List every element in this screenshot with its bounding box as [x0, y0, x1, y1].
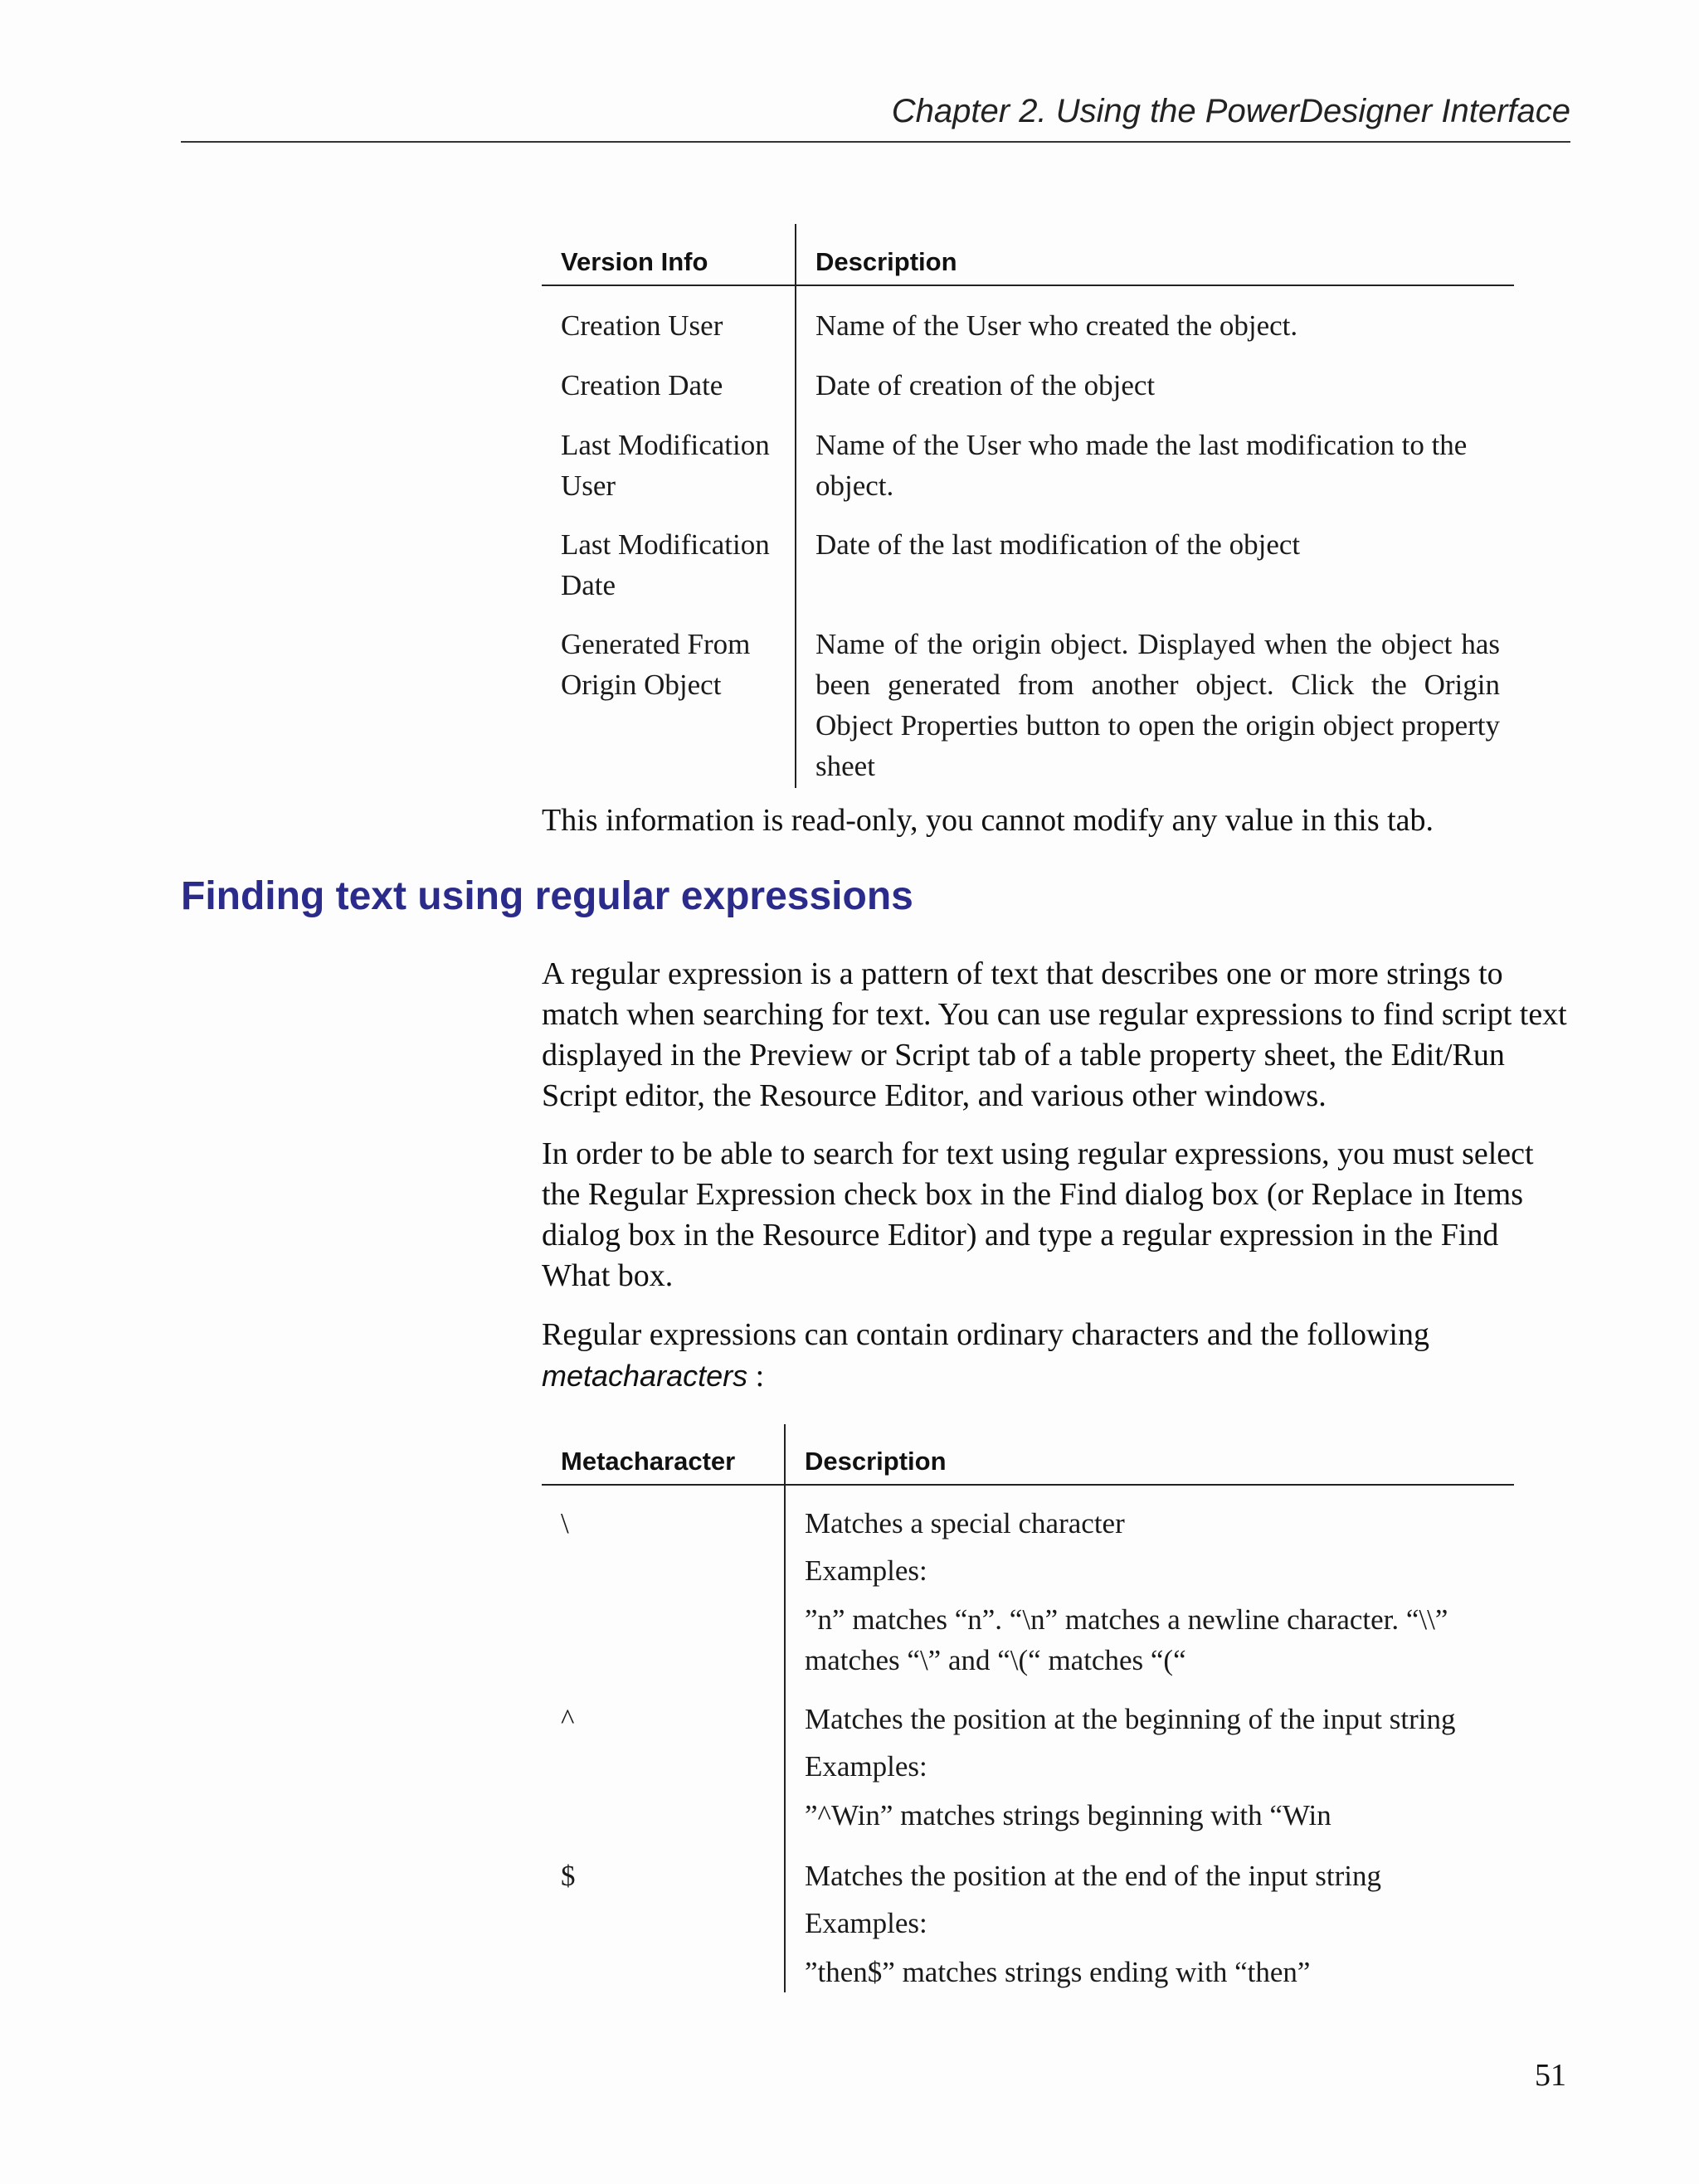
row-description: Matches the position at the beginning of the input string: [805, 1703, 1456, 1735]
version-info-table: [542, 224, 1514, 788]
metacharacter: \: [561, 1507, 569, 1540]
column-header-description: Description: [815, 247, 957, 276]
row-description: Name of the User who created the object.: [815, 309, 1298, 342]
paragraph: A regular expression is a pattern of text that describes one or more strings to match when searching for text. You can use regular expressions to find script text displayed in the Preview or Script tab of a table property sheet, the Edit/Run Script editor, the Resource Editor, and various other windows.: [542, 956, 1567, 1113]
paragraph: [542, 1315, 1570, 1397]
table-header-rule: [542, 285, 1514, 286]
metacharacter: ^: [561, 1703, 575, 1735]
row-description: Matches the position at the end of the input string: [805, 1860, 1382, 1892]
row-term: Generated From Origin Object: [561, 628, 751, 701]
column-header-metacharacter: Metacharacter: [561, 1447, 736, 1476]
term-metacharacters: metacharacters: [542, 1359, 748, 1393]
read-only-note: This information is read-only, you cannot modify any value in this tab.: [542, 803, 1434, 838]
row-description: Date of the last modification of the object: [815, 528, 1301, 561]
metacharacter: $: [561, 1860, 576, 1892]
metacharacter-table: [542, 1424, 1514, 1992]
row-term: Creation User: [561, 309, 723, 342]
column-header-version-info: Version Info: [561, 247, 708, 276]
row-description: Date of creation of the object: [815, 369, 1156, 401]
row-term: Last Modification Date: [561, 528, 770, 601]
table-column-divider: [795, 224, 796, 788]
row-description: Matches a special character: [805, 1507, 1125, 1540]
examples-label: Examples:: [805, 1907, 927, 1939]
examples-label: Examples:: [805, 1750, 927, 1783]
example-text: ”n” matches “n”. “\n” matches a newline character. “\\” matches “\” and “\(“ matches “(“: [805, 1603, 1448, 1676]
row-description: Name of the User who made the last modification to the object.: [815, 429, 1468, 502]
table-header-rule: [542, 1484, 1514, 1486]
column-header-description: Description: [805, 1447, 947, 1476]
section-heading: Finding text using regular expressions: [181, 874, 913, 918]
row-description: Name of the origin object. Displayed when the object has been generated from another object. Click the Origin Object Properties button to open the origin object property sheet: [815, 628, 1500, 782]
paragraph-text: :: [747, 1359, 765, 1394]
row-term: Creation Date: [561, 369, 723, 401]
page-number: 51: [1535, 2058, 1566, 2093]
paragraph-text: Regular expressions can contain ordinary characters and the following: [542, 1317, 1429, 1352]
paragraph: In order to be able to search for text using regular expressions, you must select the Regular Expression check box in the Find dialog box (or Replace in Items dialog box in the Resource Editor) and type a regular expression in the Find What box.: [542, 1136, 1534, 1293]
example-text: ”then$” matches strings ending with “then”: [805, 1956, 1311, 1988]
example-text: ”^Win” matches strings beginning with “Win: [805, 1799, 1331, 1831]
running-header: [181, 91, 1570, 143]
table-column-divider: [784, 1424, 786, 1992]
examples-label: Examples:: [805, 1554, 927, 1587]
row-term: Last Modification User: [561, 429, 770, 502]
chapter-title: Chapter 2. Using the PowerDesigner Interface: [891, 93, 1570, 129]
